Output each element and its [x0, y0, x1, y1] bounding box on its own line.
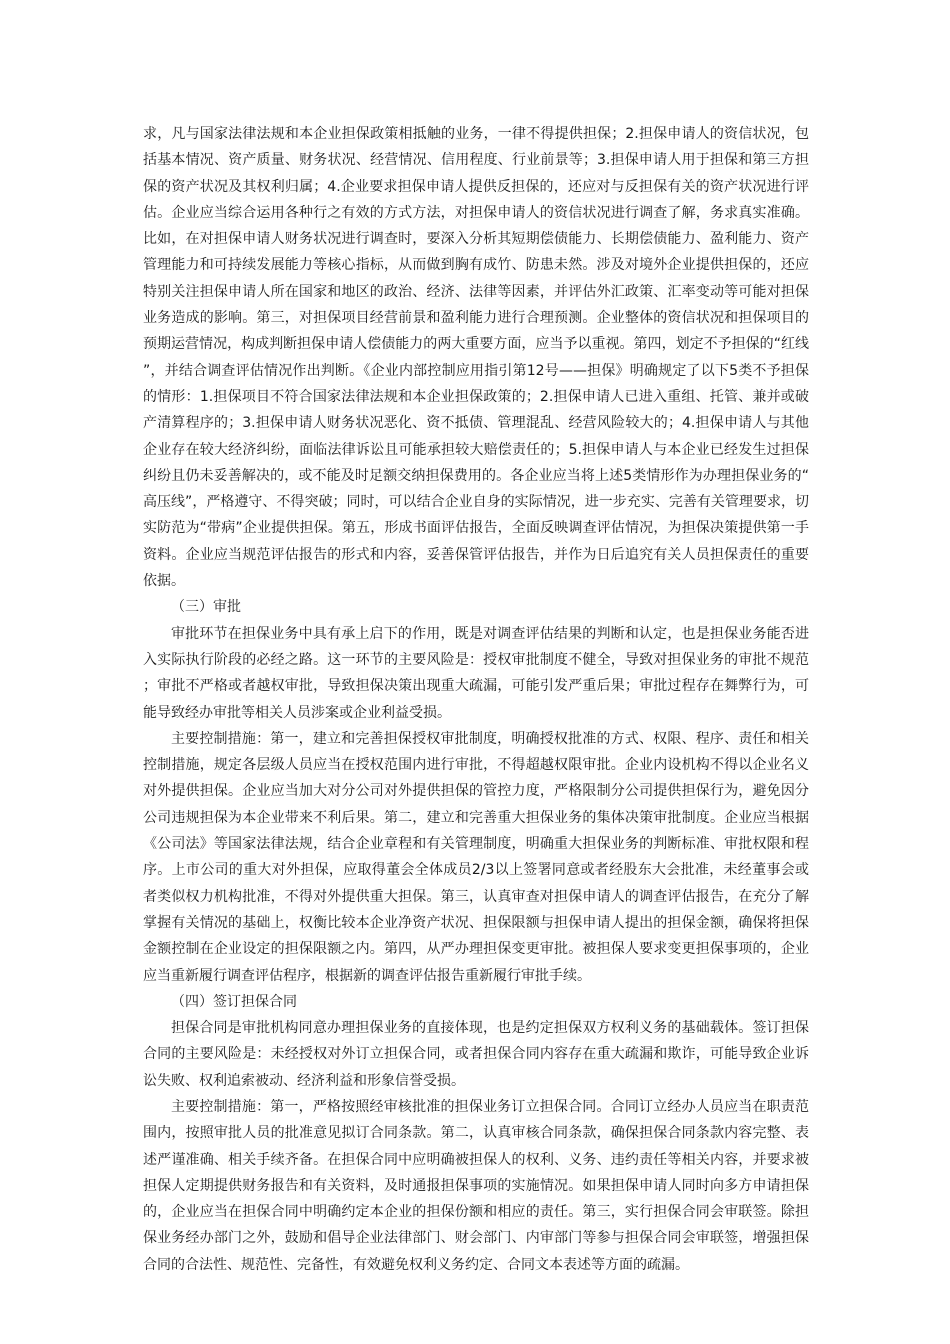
paragraph-evaluation-continued: 求，凡与国家法律法规和本企业担保政策相抵触的业务，一律不得提供担保；2.担保申请人的资信状况，包括基本情况、资产质量、财务状况、经营情况、信用程度、行业前景等；3.担保申请人用于担保和第三方担保的资产状况及其权利归属；4.企业要求担保申请人提供反担保的，还应对与反担保有关的资产状况进行评估。企业应当综合运用各种行之有效的方式方法，对担保申请人的资信状况进行调查了解，务求真实准确。比如，在对担保申请人财务状况进行调查时，要深入分析其短期偿债能力、长期偿债能力、盈利能力、资产管理能力和可持续发展能力等核心指标，从而做到胸有成竹、防患未然。涉及对境外企业提供担保的，还应特别关注担保申请人所在国家和地区的政治、经济、法律等因素，并评估外汇政策、汇率变动等可能对担保业务造成的影响。第三，对担保项目经营前景和盈利能力进行合理预测。企业整体的资信状况和担保项目的预期运营情况，构成判断担保申请人偿债能力的两大重要方面，应当予以重视。第四，划定不予担保的“红线”，并结合调查评估情况作出判断。《企业内部控制应用指引第12号——担保》明确规定了以下5类不予担保的情形：1.担保项目不符合国家法律法规和本企业担保政策的；2.担保申请人已进入重组、托管、兼并或破产清算程序的；3.担保申请人财务状况恶化、资不抵债、管理混乱、经营风险较大的；4.担保申请人与其他企业存在较大经济纠纷，面临法律诉讼且可能承担较大赔偿责任的；5.担保申请人与本企业已经发生过担保纠纷且仍未妥善解决的，或不能及时足额交纳担保费用的。各企业应当将上述5类情形作为办理担保业务的“高压线”，严格遵守、不得突破；同时，可以结合企业自身的实际情况，进一步充实、完善有关管理要求，切实防范为“带病”企业提供担保。第五，形成书面评估报告，全面反映调查评估情况，为担保决策提供第一手资料。企业应当规范评估报告的形式和内容，妥善保管评估报告，并作为日后追究有关人员担保责任的重要依据。	[143, 126, 809, 590]
paragraph-approval-controls: 主要控制措施：第一，建立和完善担保授权审批制度，明确授权批准的方式、权限、程序、责任和相关控制措施，规定各层级人员应当在授权范围内进行审批，不得超越权限审批。企业内设机构不得以企业名义对外提供担保。企业应当加大对分公司对外提供担保的管控力度，严格限制分公司提供担保行为，避免因分公司违规担保为本企业带来不利后果。第二，建立和完善重大担保业务的集体决策审批制度。企业应当根据《公司法》等国家法律法规，结合企业章程和有关管理制度，明确重大担保业务的判断标准、审批权限和程序。上市公司的重大对外担保，应取得董会全体成员2/3以上签署同意或者经股东大会批准，未经董事会或者类似权力机构批准，不得对外提供重大担保。第三，认真审查对担保申请人的调查评估报告，在充分了解掌握有关情况的基础上，权衡比较本企业净资产状况、担保限额与担保申请人提出的担保金额，确保将担保金额控制在企业设定的担保限额之内。第四，从严办理担保变更审批。被担保人要求变更担保事项的，企业应当重新履行调查评估程序，根据新的调查评估报告重新履行审批手续。	[143, 730, 809, 984]
section-heading-contract: （四）签订担保合同	[171, 993, 297, 1010]
section-heading-approval: （三）审批	[171, 599, 241, 616]
paragraph-contract-controls: 主要控制措施：第一，严格按照经审核批准的担保业务订立担保合同。合同订立经办人员应当在职责范围内，按照审批人员的批准意见拟订合同条款。第二，认真审核合同条款，确保担保合同条款内容完整、表述严谨准确、相关手续齐备。在担保合同中应明确被担保人的权利、义务、违约责任等相关内容，并要求被担保人定期提供财务报告和有关资料，及时通报担保事项的实施情况。如果担保申请人同时向多方申请担保的，企业应当在担保合同中明确约定本企业的担保份额和相应的责任。第三，实行担保合同会审联签。除担保业务经办部门之外，鼓励和倡导企业法律部门、财会部门、内审部门等参与担保合同会审联签，增强担保合同的合法性、规范性、完备性，有效避免权利义务约定、合同文本表述等方面的疏漏。	[143, 1098, 809, 1273]
document-body	[143, 121, 809, 1278]
paragraph-approval-risk: 审批环节在担保业务中具有承上启下的作用，既是对调查评估结果的判断和认定，也是担保业务能否进入实际执行阶段的必经之路。这一环节的主要风险是：授权审批制度不健全，导致对担保业务的审批不规范；审批不严格或者越权审批，导致担保决策出现重大疏漏，可能引发严重后果；审批过程存在舞弊行为，可能导致经办审批等相关人员涉案或企业利益受损。	[143, 625, 809, 721]
paragraph-contract-risk: 担保合同是审批机构同意办理担保业务的直接体现，也是约定担保双方权利义务的基础载体。签订担保合同的主要风险是：未经授权对外订立担保合同，或者担保合同内容存在重大疏漏和欺诈，可能导致企业诉讼失败、权利追索被动、经济利益和形象信誉受损。	[143, 1020, 809, 1089]
